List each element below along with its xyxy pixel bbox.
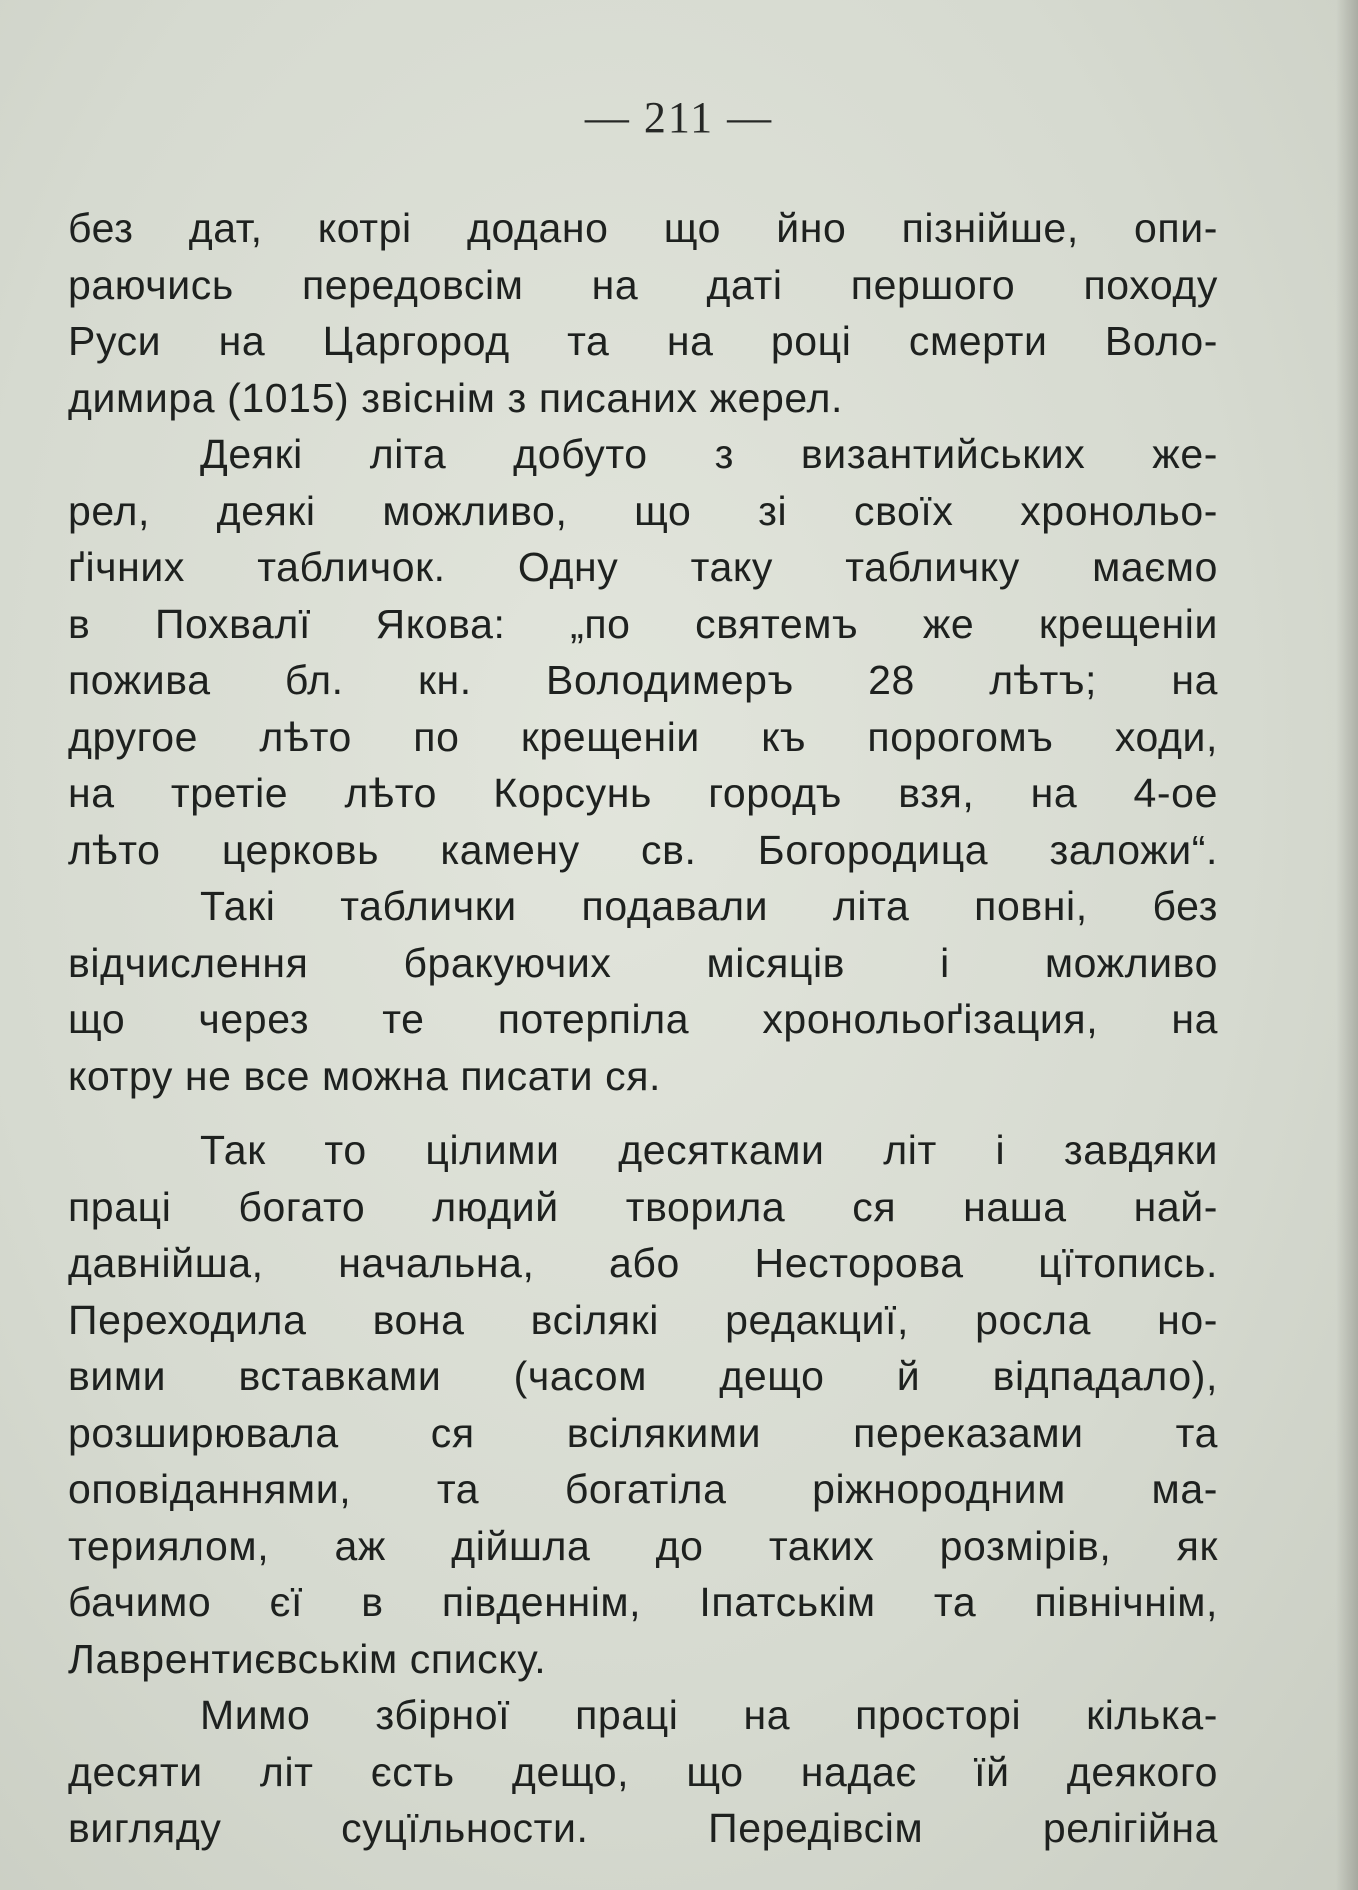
body-text [68, 200, 1218, 1857]
text-line: Так то цілими десятками літ і завдяки [200, 1127, 1218, 1173]
text-line: давнійша, начальна, або Несторова цїтопись. [68, 1240, 1218, 1286]
text-line: на третіе лѣто Корсунь городъ взя, на 4-ое [68, 770, 1218, 816]
text-line: вими вставками (часом дещо й відпадало), [68, 1353, 1218, 1399]
text-line: пожива бл. кн. Володимеръ 28 лѣтъ; на [68, 657, 1218, 703]
text-line: десяти літ єсть дещо, що надає їй деякого [68, 1748, 1218, 1795]
text-line: бачимо єї в південнім, Іпатськім та північнім, [68, 1579, 1218, 1625]
text-line: відчислення бракуючих місяців і можливо [68, 939, 1218, 986]
text-line: праці богато людий творила ся наша най- [68, 1183, 1218, 1230]
text-line: Руси на Царгород та на році смерти Воло- [68, 318, 1218, 364]
text-line: другое лѣто по крещеніи къ порогомъ ходи, [68, 713, 1218, 760]
text-line: Переходила вона всілякі редакциї, росла но- [68, 1296, 1218, 1343]
text-line: ґічних табличок. Одну таку табличку маємо [68, 544, 1218, 590]
paragraph-5 [68, 1687, 1218, 1857]
text-line: розширювала ся всілякими переказами та [68, 1409, 1218, 1456]
text-line: вигляду суцїльности. Передівсім релігійна [68, 1805, 1218, 1851]
page-number: — 211 — [584, 93, 774, 142]
text-line: рел, деякі можливо, що зі своїх хронольо- [68, 487, 1218, 534]
text-line: що через те потерпіла хронольоґізация, на [68, 996, 1218, 1042]
text-line: без дат, котрі додано що йно пізнійше, опи- [68, 205, 1218, 251]
text-line: димира (1015) звіснім з писаних жерел. [68, 374, 843, 421]
text-line: Мимо збірної праці на просторі кілька- [200, 1692, 1218, 1738]
paragraph-4 [68, 1122, 1218, 1687]
text-line: териялом, аж дійшла до таких розмірів, як [68, 1522, 1218, 1569]
paragraph-1 [68, 200, 1218, 426]
paragraph-spacer [68, 1104, 1218, 1122]
text-line: Лаврентиєвськім списку. [68, 1635, 547, 1682]
text-line: Такі таблички подавали літа повні, без [200, 883, 1218, 929]
text-line: Деякі літа добуто з византийських же- [200, 431, 1218, 477]
paragraph-2 [68, 426, 1218, 878]
text-line: котру не все можна писати ся. [68, 1052, 662, 1099]
page-edge-shadow [1336, 0, 1358, 1890]
text-line: раючись передовсім на даті першого походу [68, 261, 1218, 308]
text-line: лѣто церковь камену св. Богородица заложи“. [68, 826, 1218, 873]
text-line: оповіданнями, та богатіла ріжнородним ма- [68, 1466, 1218, 1512]
paragraph-3 [68, 878, 1218, 1104]
text-line: в Похвалї Якова: „по святемъ же крещеніи [68, 600, 1218, 647]
